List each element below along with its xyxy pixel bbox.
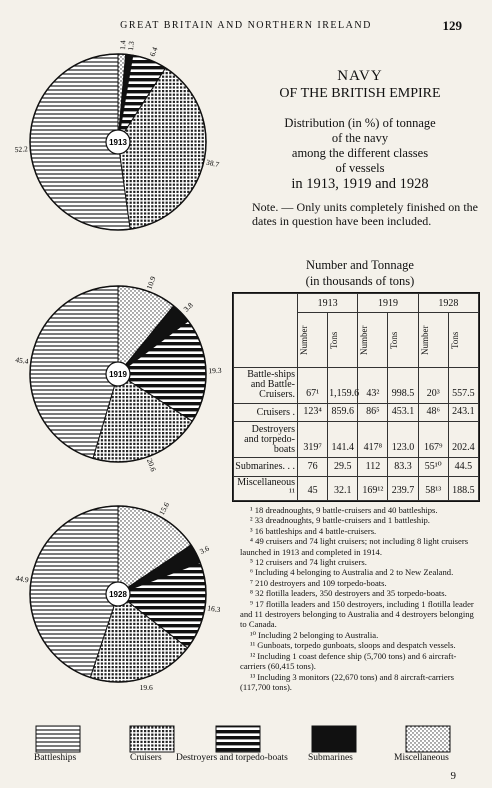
subtitle-line: of the navy xyxy=(331,131,389,145)
pie-year-label: 1928 xyxy=(109,590,127,599)
table-cell: 44.5 xyxy=(448,458,478,477)
chart-subtitle xyxy=(240,116,480,176)
table-cell: 167⁹ xyxy=(418,422,448,458)
page-number: 129 xyxy=(442,18,462,33)
table-cell: 83.3 xyxy=(388,458,418,477)
table-cell: 169¹² xyxy=(358,476,388,500)
column-header: Tons xyxy=(389,331,400,349)
legend-label: Destroyers and torpedo-boats xyxy=(176,753,288,763)
row-class-label: Submarines. . . xyxy=(234,458,298,477)
table-row xyxy=(234,476,479,500)
footnote: ¹¹ Gunboats, torpedo gunboats, sloops and despatch vessels. xyxy=(250,640,456,651)
table-cell: 859.6 xyxy=(328,403,358,422)
pie-charts xyxy=(0,0,240,712)
table-row xyxy=(234,458,479,477)
year-header: 1913 xyxy=(298,294,358,313)
table-cell: 188.5 xyxy=(448,476,478,500)
footnote: ¹⁰ Including 2 belonging to Australia. xyxy=(250,629,379,640)
footnote: ¹ 18 dreadnoughts, 9 battle-cruisers and 40 battleships. xyxy=(250,505,438,515)
legend-label: Battleships xyxy=(34,753,77,763)
pie-value-label: 16.3 xyxy=(206,603,222,615)
year-header: 1928 xyxy=(418,294,478,313)
table-row xyxy=(234,368,479,404)
column-header: Tons xyxy=(329,331,340,349)
footnote: ⁹ 17 flotilla leaders and 150 destroyers, including 1 flotilla leader and 11 destroyers belonging to Australia and 4 destroyers belonging to Canada. xyxy=(240,598,474,630)
table-cell: 141.4 xyxy=(328,422,358,458)
footnote: ⁵ 12 cruisers and 74 light cruisers. xyxy=(250,557,367,568)
table-heading: Number and Tonnage xyxy=(306,258,414,272)
subtitle-line: Distribution (in %) of tonnage xyxy=(284,116,436,130)
footnotes xyxy=(240,505,482,692)
column-header: Number xyxy=(359,325,370,355)
pie-value-label: 20.6 xyxy=(145,457,159,473)
subtitle-line: of vessels xyxy=(335,161,385,175)
table-cell: 112 xyxy=(358,458,388,477)
table-cell: 123⁴ xyxy=(298,403,328,422)
table-row xyxy=(234,422,479,458)
table-cell: 123.0 xyxy=(388,422,418,458)
table-cell: 243.1 xyxy=(448,403,478,422)
legend-swatch-submarines xyxy=(312,726,356,752)
legend-label: Cruisers xyxy=(130,753,162,763)
table-cell: 76 xyxy=(298,458,328,477)
footnote: ¹³ Including 3 monitors (22,670 tons) and 8 aircraft-carriers (117,700 tons). xyxy=(240,671,454,692)
bottom-page-number: 9 xyxy=(450,770,456,782)
column-header: Tons xyxy=(449,331,460,349)
table-corner xyxy=(234,294,298,368)
table-cell: 48⁶ xyxy=(418,403,448,422)
footnote: ³ 16 battleships and 4 battle-cruisers. xyxy=(250,525,377,536)
table-cell: 239.7 xyxy=(388,476,418,500)
footnote: ⁴ 49 cruisers and 74 light cruisers; not including 8 light cruisers launched in 1913 and completed in 1914. xyxy=(240,536,469,557)
pie-value-label: 38.7 xyxy=(205,157,220,170)
footnote: ⁷ 210 destroyers and 109 torpedo-boats. xyxy=(250,577,387,588)
table-cell: 43² xyxy=(358,368,388,404)
row-class-label: Battle-ships and Battle-Cruisers. xyxy=(234,368,298,404)
table-cell: 32.1 xyxy=(328,476,358,500)
pie-value-label: 6.4 xyxy=(147,45,160,58)
legend-swatch-battleships xyxy=(36,726,80,752)
years-line: in 1913, 1919 and 1928 xyxy=(291,176,429,192)
legend-label: Submarines xyxy=(308,753,353,763)
footnote: ¹² Including 1 coast defence ship (5,700 tons) and 6 aircraft-carriers (60,415 tons). xyxy=(240,650,457,672)
table-cell: 1,159.6 xyxy=(328,368,358,404)
table-cell: 55¹⁰ xyxy=(418,458,448,477)
legend-swatch-miscellaneous xyxy=(406,726,450,752)
pie-value-label: 19.6 xyxy=(139,682,153,692)
pie-value-label: 3.8 xyxy=(181,300,195,314)
table-cell: 202.4 xyxy=(448,422,478,458)
note-text: Note. — Only units completely finished on the dates in question have been included. xyxy=(252,200,478,228)
data-table xyxy=(232,292,480,502)
legend-swatch-cruisers xyxy=(130,726,174,752)
running-header: GREAT BRITAIN AND NORTHERN IRELAND xyxy=(120,20,372,31)
table-subheading: (in thousands of tons) xyxy=(305,274,415,288)
row-class-label: Miscellaneous ¹¹ xyxy=(234,476,298,500)
chart-title-line1: NAVY xyxy=(337,68,383,84)
footnote: ⁶ Including 4 belonging to Australia and 2 to New Zealand. xyxy=(250,567,454,578)
table-cell: 417⁸ xyxy=(358,422,388,458)
legend-swatch-destroyers xyxy=(216,726,260,752)
row-class-label: Destroyers and torpedo-boats xyxy=(234,422,298,458)
pie-value-label: 1.3 xyxy=(125,40,137,52)
table-cell: 319⁷ xyxy=(298,422,328,458)
legend xyxy=(0,712,492,772)
year-header: 1919 xyxy=(358,294,418,313)
table-cell: 20³ xyxy=(418,368,448,404)
pie-value-label: 19.3 xyxy=(208,365,222,376)
row-class-label: Cruisers . xyxy=(234,403,298,422)
column-header: Number xyxy=(419,325,430,355)
table-cell: 557.5 xyxy=(448,368,478,404)
legend-label: Miscellaneous xyxy=(394,753,449,763)
pie-value-label: 10.9 xyxy=(144,275,158,291)
subtitle-line: among the different classes xyxy=(291,146,429,160)
pie-value-label: 15.6 xyxy=(157,500,172,517)
chart-title-line2: OF THE BRITISH EMPIRE xyxy=(279,86,441,101)
pie-value-label: 3.6 xyxy=(198,543,211,557)
table-cell: 86⁵ xyxy=(358,403,388,422)
table-cell: 453.1 xyxy=(388,403,418,422)
footnote: ⁸ 32 flotilla leaders, 350 destroyers and 35 torpedo-boats. xyxy=(250,588,447,599)
pie-value-label: 45.4 xyxy=(14,355,30,366)
table-cell: 29.5 xyxy=(328,458,358,477)
pie-year-label: 1919 xyxy=(109,370,127,379)
pie-value-label: 44.9 xyxy=(14,573,30,585)
table-row xyxy=(234,403,479,422)
table-cell: 67¹ xyxy=(298,368,328,404)
pie-year-label: 1913 xyxy=(109,138,127,147)
pie-value-label: 1.4 xyxy=(118,40,128,50)
column-header: Number xyxy=(299,325,309,355)
table-cell: 58¹³ xyxy=(418,476,448,500)
footnote: ² 33 dreadnoughts, 9 battle-cruisers and 1 battleship. xyxy=(250,515,430,526)
table-cell: 45 xyxy=(298,476,328,500)
pie-value-label: 52.2 xyxy=(14,144,29,155)
table-cell: 998.5 xyxy=(388,368,418,404)
